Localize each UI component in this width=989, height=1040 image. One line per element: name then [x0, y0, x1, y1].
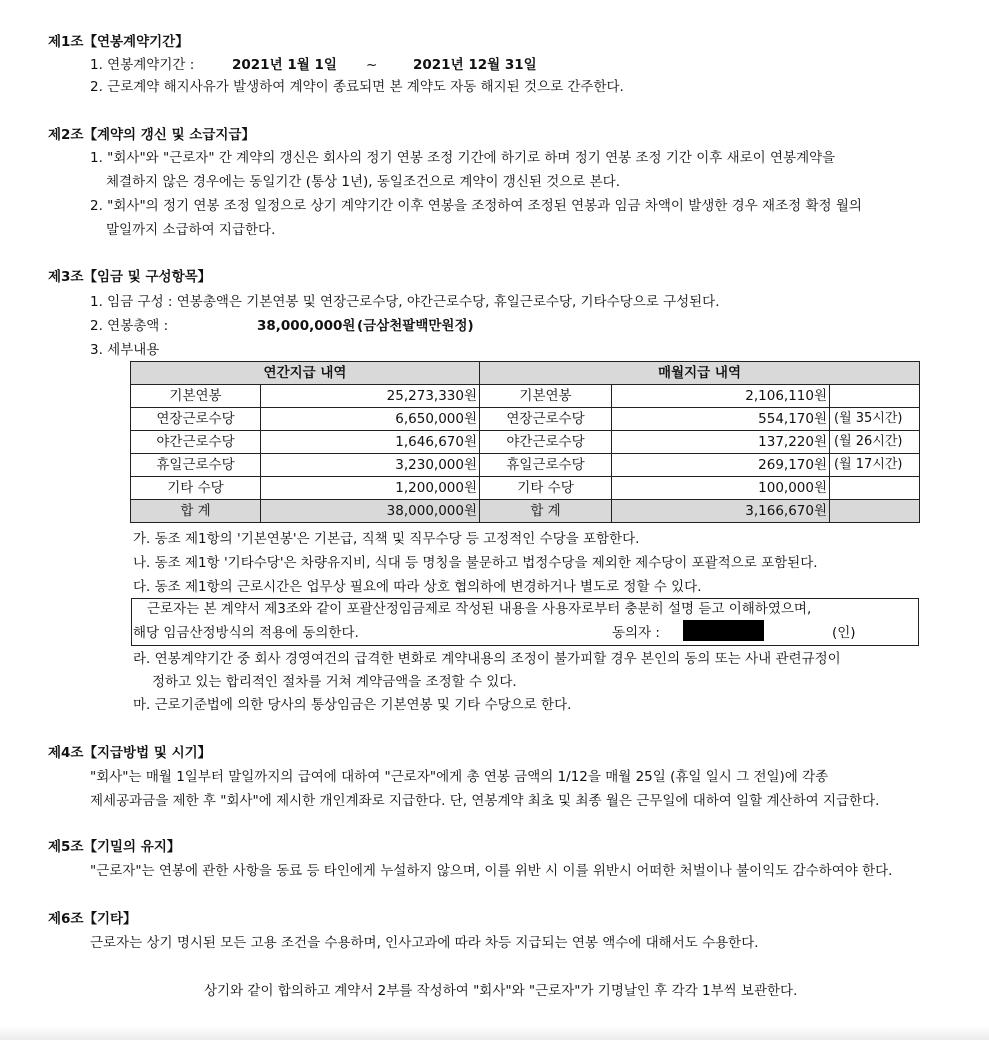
- total-salary-label: 2. 연봉총액 :: [90, 318, 169, 334]
- monthly-item-value: 137,220원: [612, 431, 830, 454]
- article-3-item-3: 3. 세부내용: [90, 342, 160, 358]
- contract-end-date: 2021년 12월 31일: [413, 57, 537, 73]
- article-4-title: 제4조【지급방법 및 시기】: [48, 745, 212, 761]
- article-2-item-2-line-1: 2. "회사"의 정기 연봉 조정 일정으로 상기 계약기간 이후 연봉을 조정하여 조정된 연봉과 임금 차액이 발생한 경우 재조정 확정 월의: [90, 198, 862, 214]
- article-3-title: 제3조【임금 및 구성항목】: [48, 269, 212, 285]
- total-salary-amount: 38,000,000원: [257, 318, 356, 334]
- note-ma: 마. 근로기준법에 의한 당사의 통상임금은 기본연봉 및 기타 수당으로 한다.: [133, 697, 572, 713]
- redacted-signer-name: [683, 620, 764, 641]
- monthly-total-note: [830, 500, 920, 523]
- monthly-item-value: 269,170원: [612, 454, 830, 477]
- article-2-item-2-line-2: 말일까지 소급하여 지급한다.: [106, 222, 276, 238]
- annual-item-value: 3,230,000원: [261, 454, 480, 477]
- monthly-hours-note: [830, 477, 920, 500]
- article-2-item-1-line-1: 1. "회사"와 "근로자" 간 계약의 갱신은 회사의 정기 연봉 조정 기간에 하기로 하며 정기 연봉 조정 기간 이후 새로이 연봉계약을: [90, 150, 836, 166]
- monthly-hours-note: (월 26시간): [830, 431, 920, 454]
- article-6-title: 제6조【기타】: [48, 911, 137, 927]
- article-6-line-1: 근로자는 상기 명시된 모든 고용 조건을 수용하며, 인사고과에 따라 차등 지급되는 연봉 액수에 대해서도 수용한다.: [90, 935, 759, 951]
- contract-period-label: 1. 연봉계약기간 :: [90, 57, 195, 73]
- contract-start-date: 2021년 1월 1일: [232, 57, 337, 73]
- monthly-item-label: 야간근로수당: [480, 431, 612, 454]
- article-5-line-1: "근로자"는 연봉에 관한 사항을 동료 등 타인에게 누설하지 않으며, 이를 위반 시 이를 위반시 어떠한 처벌이나 불이익도 감수하여야 한다.: [90, 863, 893, 879]
- article-5-title: 제5조【기밀의 유지】: [48, 839, 181, 855]
- monthly-item-label: 연장근로수당: [480, 408, 612, 431]
- closing-statement: 상기와 같이 합의하고 계약서 2부를 작성하여 "회사"와 "근로자"가 기명날인 후 각각 1부씩 보관한다.: [204, 983, 798, 999]
- article-2-item-1-line-2: 체결하지 않은 경우에는 동일기간 (통상 1년), 동일조건으로 계약이 갱신된 것으로 본다.: [106, 174, 621, 190]
- table-total-row: [131, 500, 920, 523]
- annual-item-value: 25,273,330원: [261, 385, 480, 408]
- annual-item-label: 휴일근로수당: [131, 454, 261, 477]
- monthly-item-value: 2,106,110원: [612, 385, 830, 408]
- note-na: 나. 동조 제1항 '기타수당'은 차량유지비, 식대 등 명칭을 불문하고 법정수당을 제외한 제수당이 포괄적으로 포함된다.: [133, 555, 818, 571]
- note-ga: 가. 동조 제1항의 '기본연봉'은 기본급, 직책 및 직무수당 등 고정적인 수당을 포함한다.: [133, 531, 640, 547]
- article-4-line-2: 제세공과금을 제한 후 "회사"에 제시한 개인계좌로 지급한다. 단, 연봉계약 최초 및 최종 월은 근무일에 대하여 일할 계산하여 지급한다.: [90, 793, 880, 809]
- article-1-title: 제1조【연봉계약기간】: [48, 34, 189, 50]
- monthly-item-value: 100,000원: [612, 477, 830, 500]
- monthly-hours-note: (월 17시간): [830, 454, 920, 477]
- annual-item-value: 6,650,000원: [261, 408, 480, 431]
- consent-signer-label: 동의자 :: [612, 625, 660, 641]
- note-da: 다. 동조 제1항의 근로시간은 업무상 필요에 따라 상호 협의하에 변경하거나 별도로 정할 수 있다.: [133, 579, 702, 595]
- salary-breakdown-table: [130, 361, 920, 523]
- monthly-hours-note: [830, 385, 920, 408]
- annual-item-label: 야간근로수당: [131, 431, 261, 454]
- consent-line-2: 해당 임금산정방식의 적용에 동의한다.: [133, 625, 359, 641]
- monthly-total-label: 합 계: [480, 500, 612, 523]
- monthly-item-label: 휴일근로수당: [480, 454, 612, 477]
- article-4-line-1: "회사"는 매월 1일부터 말일까지의 급여에 대하여 "근로자"에게 총 연봉 금액의 1/12을 매월 25일 (휴일 일시 그 전일)에 각종: [90, 769, 829, 785]
- annual-total-label: 합 계: [131, 500, 261, 523]
- page-bottom-shadow: [0, 1026, 989, 1040]
- annual-item-value: 1,200,000원: [261, 477, 480, 500]
- consent-line-1: 근로자는 본 계약서 제3조와 같이 포괄산정임금제로 작성된 내용을 사용자로부터 충분히 설명 듣고 이해하였으며,: [147, 601, 812, 617]
- table-row: [131, 408, 920, 431]
- table-row: [131, 385, 920, 408]
- article-1-item-2: 2. 근로계약 해지사유가 발생하여 계약이 종료되면 본 계약도 자동 해지된 것으로 간주한다.: [90, 79, 624, 95]
- table-row: [131, 454, 920, 477]
- monthly-item-label: 기타 수당: [480, 477, 612, 500]
- annual-item-value: 1,646,670원: [261, 431, 480, 454]
- annual-item-label: 기타 수당: [131, 477, 261, 500]
- monthly-item-label: 기본연봉: [480, 385, 612, 408]
- table-row: [131, 477, 920, 500]
- article-3-item-1: 1. 임금 구성 : 연봉총액은 기본연봉 및 연장근로수당, 야간근로수당, 휴일근로수당, 기타수당으로 구성된다.: [90, 294, 720, 310]
- monthly-item-value: 554,170원: [612, 408, 830, 431]
- monthly-total-value: 3,166,670원: [612, 500, 830, 523]
- date-separator: ~: [366, 57, 378, 73]
- total-salary-in-words: (금삼천팔백만원정): [357, 318, 474, 334]
- annual-total-value: 38,000,000원: [261, 500, 480, 523]
- note-ra-line-2: 정하고 있는 합리적인 절차를 거쳐 계약금액을 조정할 수 있다.: [152, 674, 517, 690]
- annual-item-label: 연장근로수당: [131, 408, 261, 431]
- monthly-hours-note: (월 35시간): [830, 408, 920, 431]
- table-header-row: [131, 362, 920, 385]
- article-2-title: 제2조【계약의 갱신 및 소급지급】: [48, 127, 255, 143]
- table-row: [131, 431, 920, 454]
- note-ra-line-1: 라. 연봉계약기간 중 회사 경영여건의 급격한 변화로 계약내용의 조정이 불가피할 경우 본인의 동의 또는 사내 관련규정이: [133, 651, 841, 667]
- seal-mark: (인): [832, 625, 856, 641]
- monthly-payment-header: 매월지급 내역: [480, 362, 920, 385]
- annual-item-label: 기본연봉: [131, 385, 261, 408]
- annual-payment-header: 연간지급 내역: [131, 362, 480, 385]
